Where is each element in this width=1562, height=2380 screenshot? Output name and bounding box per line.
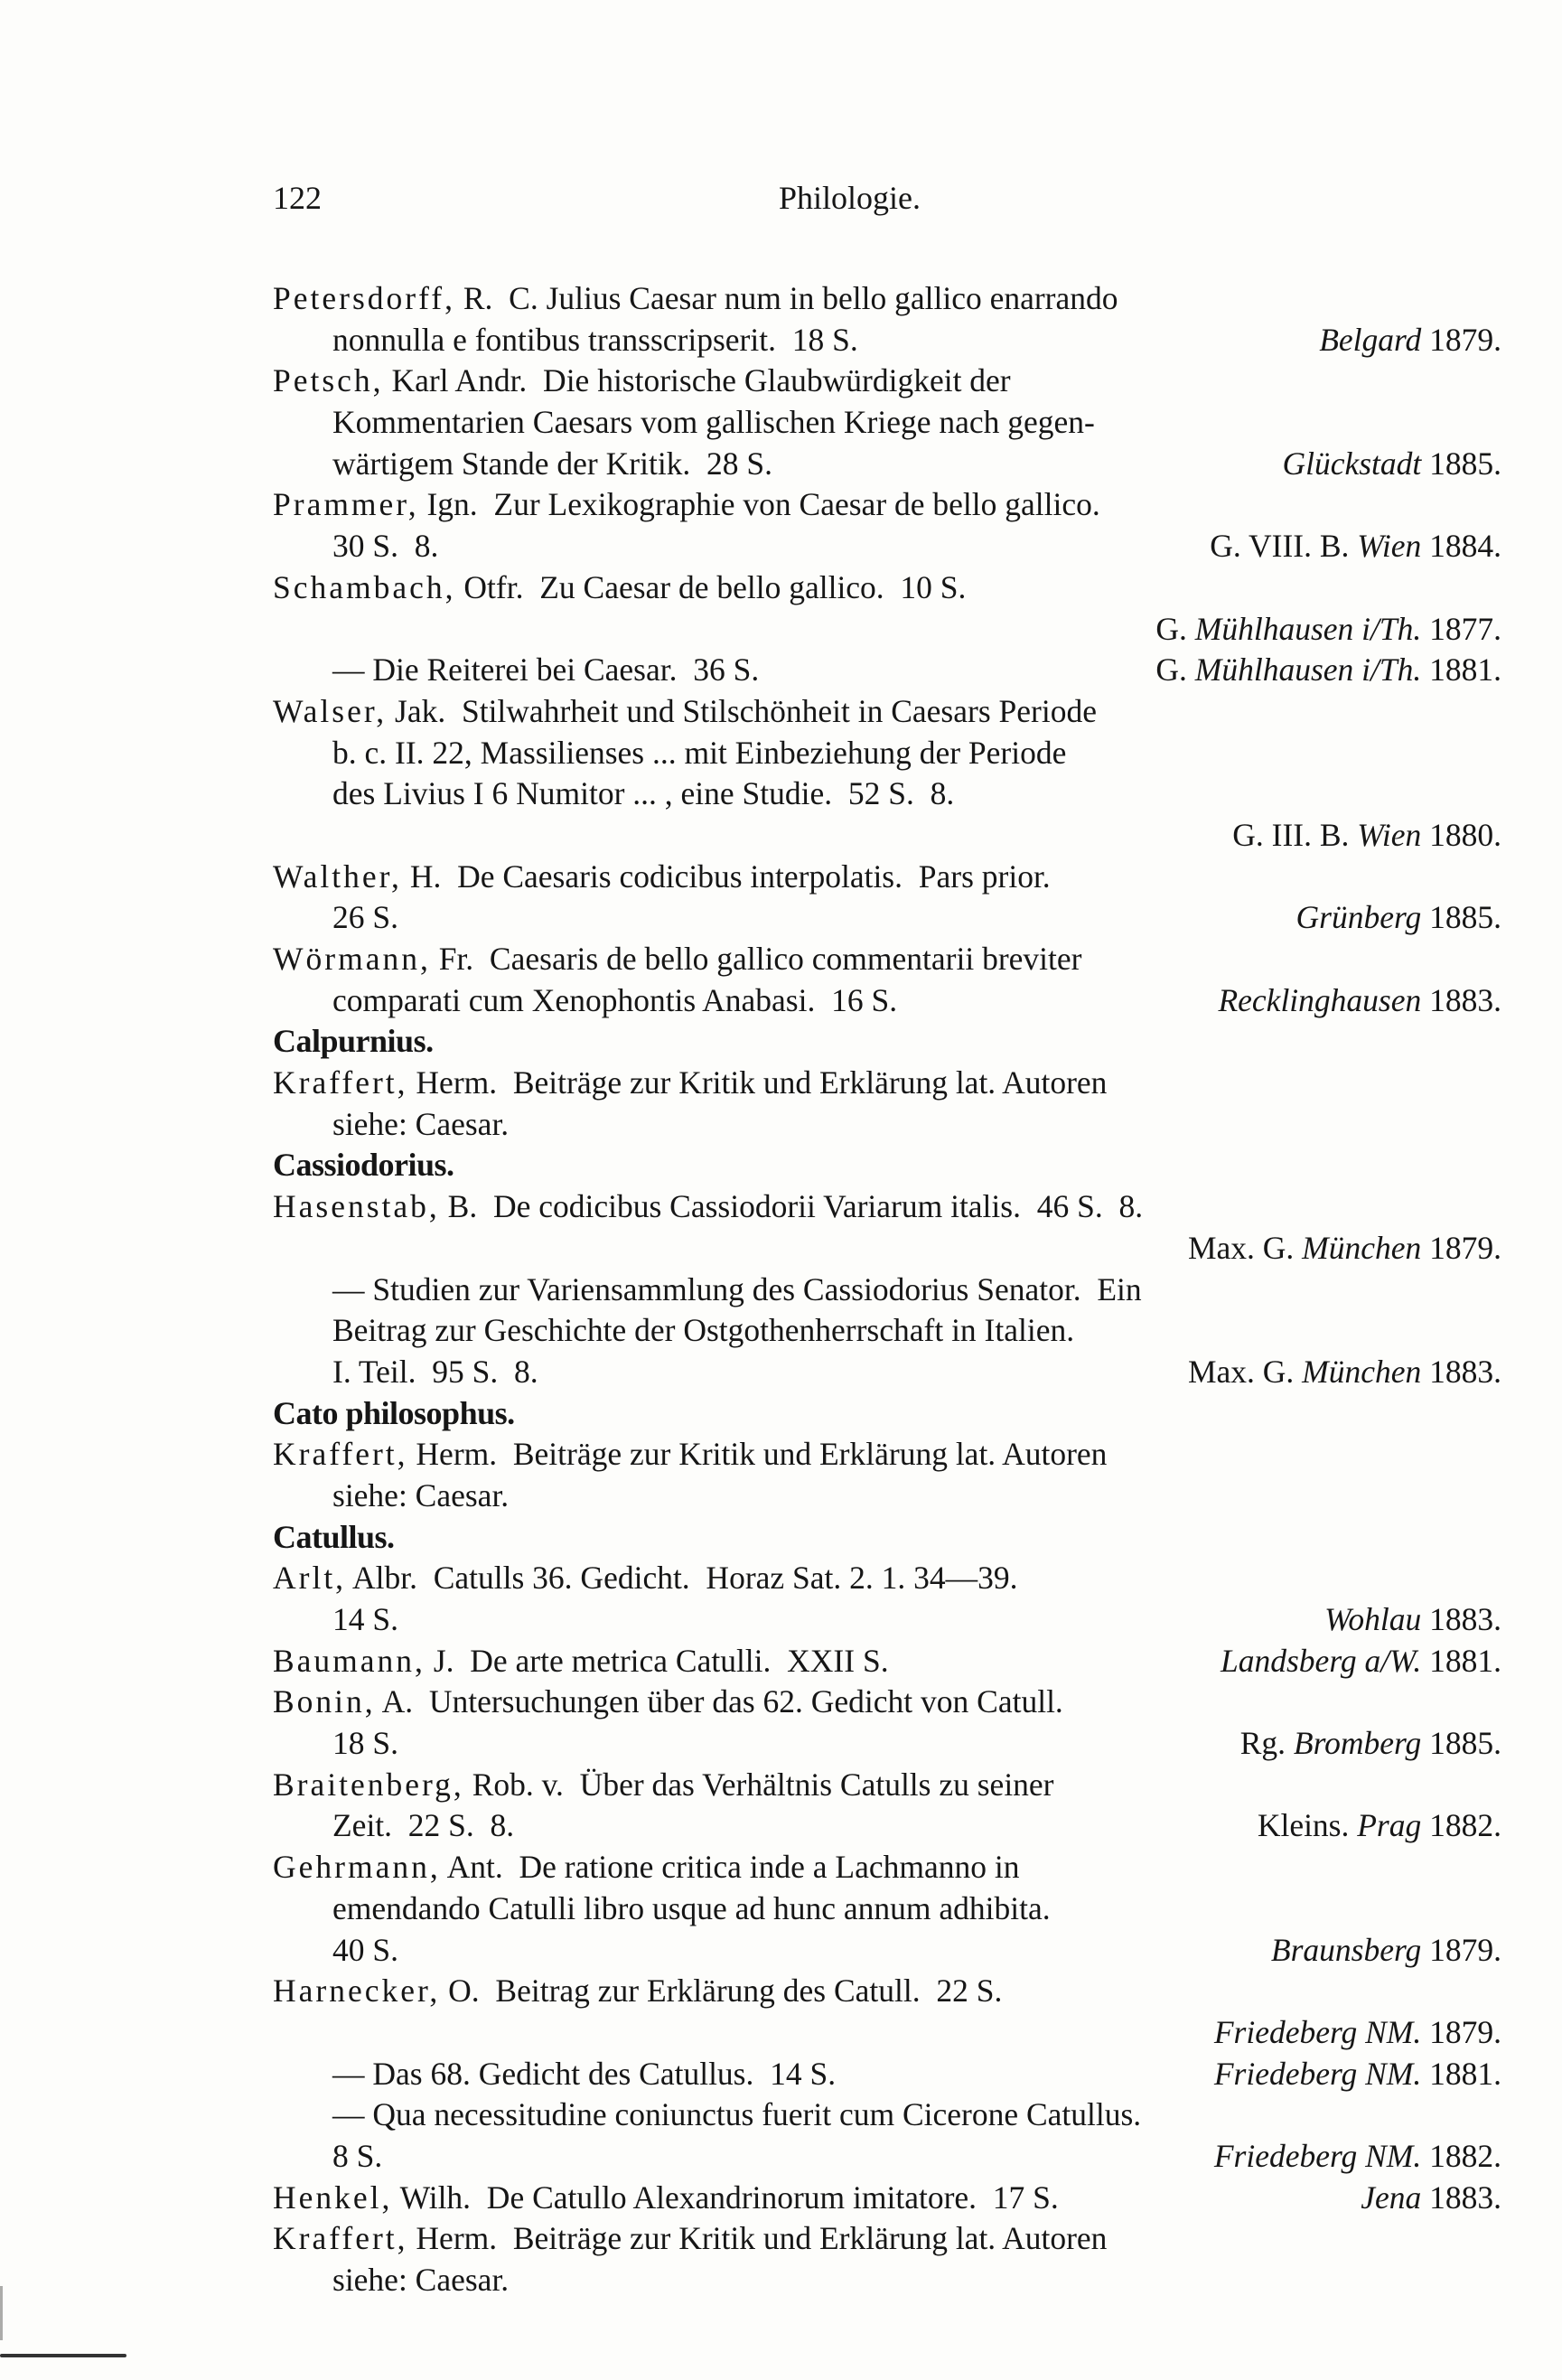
entry-year: 1879.	[1429, 1229, 1501, 1266]
entry-author: Baumann,	[273, 1642, 426, 1679]
entry-publication	[1258, 1805, 1501, 1846]
running-title: Philologie.	[779, 180, 921, 216]
entry-author: Petsch,	[273, 362, 384, 399]
entry-place: Wien	[1357, 816, 1422, 853]
entry-line	[273, 2094, 1501, 2136]
entry-text: B. De codicibus Cassiodorii Variarum italis. 46 S. 8.	[439, 1188, 1144, 1225]
entry-line	[273, 733, 1501, 774]
entry-line	[273, 1434, 1501, 1476]
entry-publication	[1214, 2012, 1501, 2053]
entry-author: Prammer,	[273, 486, 419, 523]
entry-publication	[1319, 320, 1501, 361]
entry-publication	[1218, 980, 1501, 1021]
entry-place: Belgard	[1319, 321, 1422, 358]
entry-line	[273, 320, 1501, 361]
entry-line	[273, 1558, 1501, 1599]
page-number: 122	[273, 180, 322, 216]
entry-year: 1879.	[1429, 2013, 1501, 2050]
entry-line	[273, 650, 1501, 691]
entry-line	[273, 1682, 1501, 1723]
entry-publication	[1155, 609, 1501, 650]
entry-line	[273, 1847, 1501, 1888]
entry-year: 1885.	[1429, 899, 1501, 936]
entry-text: J. De arte metrica Catulli. XXII S.	[425, 1642, 889, 1679]
entry-text: R. C. Julius Caesar num in bello gallico enarrando	[454, 280, 1118, 316]
entry-text: Albr. Catulls 36. Gedicht. Horaz Sat. 2. 1. 34—39.	[346, 1560, 1018, 1597]
entry-line	[273, 1805, 1501, 1847]
entry-line	[273, 1971, 1501, 2012]
entry-place: Glückstadt	[1282, 445, 1422, 482]
entry-school: G. VIII. B.	[1210, 528, 1350, 565]
section-title: Calpurnius.	[273, 1023, 434, 1060]
entry-text: 18 S.	[332, 1725, 398, 1762]
section-heading	[273, 1021, 1501, 1063]
entry-text: Fr. Caesaris de bello gallico commentarii breviter	[430, 941, 1082, 977]
entry-text: O. Beitrag zur Erklärung des Catull. 22 S.	[440, 1972, 1003, 2010]
entry-text: Zeit. 22 S. 8.	[332, 1807, 515, 1844]
entry-year: 1877.	[1429, 610, 1501, 647]
entry-author: Schambach,	[273, 568, 456, 605]
entry-text: Jak. Stilwahrheit und Stilschönheit in Caesars Periode	[387, 692, 1097, 729]
entry-line	[273, 1476, 1501, 1517]
entry-place: München	[1302, 1229, 1422, 1266]
entry-line	[273, 939, 1501, 980]
entry-line	[273, 2012, 1501, 2054]
entry-text: 26 S.	[332, 899, 398, 936]
entry-line	[273, 691, 1501, 733]
entry-text: comparati cum Xenophontis Anabasi. 16 S.	[332, 981, 898, 1018]
entry-author: Kraffert,	[273, 1064, 408, 1101]
entry-year: 1879.	[1429, 1931, 1501, 1968]
section-heading	[273, 1517, 1501, 1559]
entry-text: Wilh. De Catullo Alexandrinorum imitatore. 17 S.	[392, 2179, 1059, 2216]
entry-year: 1885.	[1429, 1725, 1501, 1762]
entry-publication	[1324, 1599, 1501, 1640]
section-title: Cassiodorius.	[273, 1147, 454, 1184]
entry-author: Wörmann,	[273, 941, 431, 977]
entry-text: Ant. De ratione critica inde a Lachmanno in	[440, 1849, 1020, 1886]
entry-year: 1882.	[1429, 1807, 1501, 1844]
entry-year: 1883.	[1429, 1353, 1501, 1390]
entry-text: emendando Catulli libro usque ad hunc annum adhibita.	[332, 1889, 1051, 1926]
entry-line	[273, 1641, 1501, 1682]
entry-year: 1883.	[1429, 1601, 1501, 1637]
entry-text: Herm. Beiträge zur Kritik und Erklärung lat. Autoren	[407, 1064, 1108, 1101]
entry-line	[273, 1352, 1501, 1393]
entry-line	[273, 980, 1501, 1022]
entry-line	[273, 1599, 1501, 1641]
entry-text: H. De Caesaris codicibus interpolatis. Pars prior.	[401, 857, 1051, 895]
entry-text: — Studien zur Variensammlung des Cassiodorius Senator. Ein	[332, 1270, 1142, 1307]
entry-place: Jena	[1361, 2179, 1422, 2216]
entry-year: 1883.	[1429, 2179, 1501, 2216]
entry-place: München	[1302, 1353, 1422, 1390]
entry-place: Braunsberg	[1270, 1931, 1422, 1968]
entry-author: Kraffert,	[273, 1436, 408, 1473]
entry-school: G.	[1155, 651, 1187, 689]
entry-author: Petersdorff,	[273, 280, 455, 316]
entry-text: — Die Reiterei bei Caesar. 36 S.	[332, 651, 760, 689]
entry-school: G. III. B.	[1232, 816, 1350, 853]
scan-artifact	[0, 2354, 126, 2357]
entry-line	[273, 278, 1501, 320]
entry-author: Arlt,	[273, 1560, 347, 1597]
entry-text: wärtigem Stande der Kritik. 28 S.	[332, 445, 773, 482]
entry-line	[273, 815, 1501, 857]
entry-line	[273, 484, 1501, 526]
entry-line	[273, 1063, 1501, 1104]
section-heading	[273, 1393, 1501, 1435]
entry-text: Kommentarien Caesars vom gallischen Kriege nach gegen-	[332, 404, 1095, 441]
entry-publication	[1271, 1930, 1501, 1971]
entry-line	[273, 1186, 1501, 1228]
entry-place: Bromberg	[1293, 1725, 1422, 1762]
entry-author: Bonin,	[273, 1683, 376, 1720]
entry-text: nonnulla e fontibus transscripserit. 18 S.	[332, 321, 858, 358]
bibliography-list	[273, 278, 1501, 2301]
entry-text: siehe: Caesar.	[332, 2262, 510, 2298]
entry-publication	[1361, 2178, 1501, 2218]
entry-publication	[1188, 1228, 1501, 1269]
entry-line	[273, 526, 1501, 567]
entry-author: Henkel,	[273, 2179, 393, 2216]
entry-author: Kraffert,	[273, 2220, 408, 2257]
entry-place: Grünberg	[1295, 899, 1422, 936]
entry-text: siehe: Caesar.	[332, 1476, 510, 1513]
entry-place: Wien	[1357, 528, 1422, 565]
entry-author: Hasenstab,	[273, 1188, 440, 1225]
entry-place: Friedeberg NM.	[1213, 2013, 1422, 2050]
entry-publication	[1282, 444, 1501, 484]
entry-line	[273, 857, 1501, 898]
entry-publication	[1210, 526, 1501, 567]
entry-text: Karl Andr. Die historische Glaubwürdigkeit der	[383, 362, 1011, 399]
entry-place: Recklinghausen	[1218, 981, 1422, 1018]
entry-line	[273, 1888, 1501, 1930]
entry-line	[273, 1310, 1501, 1352]
entry-line	[273, 897, 1501, 939]
entry-text: Ign. Zur Lexikographie von Caesar de bello gallico.	[418, 486, 1100, 523]
entry-text: I. Teil. 95 S. 8.	[332, 1353, 538, 1390]
entry-text: 30 S. 8.	[332, 528, 439, 565]
entry-publication	[1296, 897, 1501, 938]
entry-text: A. Untersuchungen über das 62. Gedicht von Catull.	[375, 1683, 1063, 1720]
section-heading	[273, 1145, 1501, 1186]
entry-year: 1881.	[1429, 1642, 1501, 1679]
document-page	[273, 179, 1501, 2301]
entry-author: Walser,	[273, 692, 388, 729]
entry-author: Walther,	[273, 857, 402, 895]
entry-line	[273, 402, 1501, 444]
entry-year: 1881.	[1429, 2055, 1501, 2092]
entry-publication	[1240, 1723, 1501, 1764]
entry-publication	[1221, 1641, 1501, 1682]
entry-school: Rg.	[1239, 1725, 1286, 1762]
entry-year: 1881.	[1429, 651, 1501, 689]
entry-line	[273, 1228, 1501, 1270]
entry-school: Max. G.	[1187, 1353, 1295, 1390]
entry-place: Prag	[1357, 1807, 1422, 1844]
entry-line	[273, 1104, 1501, 1146]
entry-publication	[1188, 1352, 1501, 1392]
entry-school: G.	[1155, 610, 1187, 647]
entry-school: Kleins.	[1257, 1807, 1350, 1844]
entry-line	[273, 773, 1501, 815]
entry-text: b. c. II. 22, Massilienses ... mit Einbeziehung der Periode	[332, 734, 1067, 771]
entry-place: Friedeberg NM.	[1213, 2137, 1422, 2174]
entry-year: 1882.	[1429, 2137, 1501, 2174]
section-title: Catullus.	[273, 1518, 395, 1555]
entry-text: Beitrag zur Geschichte der Ostgothenherrschaft in Italien.	[332, 1312, 1075, 1349]
entry-line	[273, 1723, 1501, 1765]
entry-author: Harnecker,	[273, 1972, 441, 2010]
entry-line	[273, 2054, 1501, 2095]
entry-text: 40 S.	[332, 1931, 398, 1968]
entry-line	[273, 2260, 1501, 2301]
entry-text: Herm. Beiträge zur Kritik und Erklärung lat. Autoren	[407, 1436, 1108, 1473]
entry-place: Wohlau	[1324, 1601, 1422, 1637]
section-title: Cato philosophus.	[273, 1394, 515, 1431]
scan-artifact	[0, 2286, 3, 2340]
entry-place: Landsberg a/W.	[1221, 1642, 1422, 1679]
entry-publication	[1214, 2136, 1501, 2177]
entry-author: Braitenberg,	[273, 1766, 464, 1803]
entry-line	[273, 2178, 1501, 2219]
entry-place: Friedeberg NM.	[1213, 2055, 1422, 2092]
entry-author: Gehrmann,	[273, 1849, 441, 1886]
entry-publication	[1214, 2054, 1501, 2094]
entry-publication	[1155, 650, 1501, 690]
entry-year: 1885.	[1429, 445, 1501, 482]
entry-text: siehe: Caesar.	[332, 1105, 510, 1142]
entry-place: Mühlhausen i/Th.	[1194, 610, 1422, 647]
entry-line	[273, 361, 1501, 402]
entry-line	[273, 1270, 1501, 1311]
entry-line	[273, 444, 1501, 485]
entry-place: Mühlhausen i/Th.	[1194, 651, 1422, 689]
entry-text: des Livius I 6 Numitor ... , eine Studie. 52 S. 8.	[332, 775, 955, 812]
entry-year: 1880.	[1429, 816, 1501, 853]
entry-text: — Qua necessitudine coniunctus fuerit cum Cicerone Catullus.	[332, 2096, 1142, 2133]
entry-text: Otfr. Zu Caesar de bello gallico. 10 S.	[455, 568, 967, 605]
entry-year: 1884.	[1429, 528, 1501, 565]
entry-year: 1883.	[1429, 981, 1501, 1018]
entry-line	[273, 567, 1501, 609]
entry-school: Max. G.	[1187, 1229, 1295, 1266]
entry-year: 1879.	[1429, 321, 1501, 358]
entry-text: — Das 68. Gedicht des Catullus. 14 S.	[332, 2055, 837, 2092]
entry-line	[273, 1765, 1501, 1806]
page-header	[273, 179, 1501, 230]
entry-line	[273, 2218, 1501, 2260]
entry-text: Herm. Beiträge zur Kritik und Erklärung lat. Autoren	[407, 2220, 1108, 2257]
entry-text: Rob. v. Über das Verhältnis Catulls zu seiner	[463, 1766, 1054, 1803]
entry-text: 14 S.	[332, 1601, 398, 1637]
entry-publication	[1232, 815, 1501, 856]
entry-line	[273, 609, 1501, 651]
entry-line	[273, 2136, 1501, 2178]
entry-text: 8 S.	[332, 2137, 383, 2174]
entry-line	[273, 1930, 1501, 1972]
